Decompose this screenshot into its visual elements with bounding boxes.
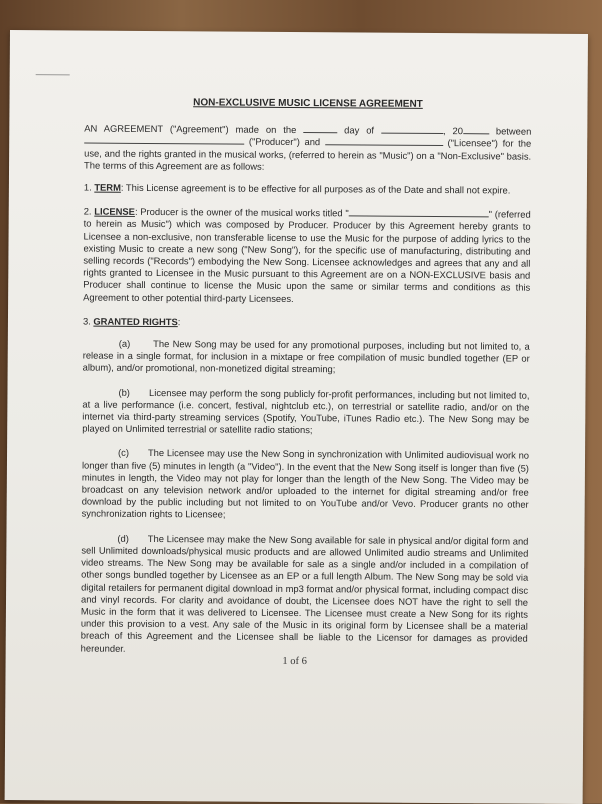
intro-text-5: ("Producer") and — [248, 136, 321, 148]
intro-text-2: day of — [344, 124, 375, 136]
intro-text-7: for the use, and the rights granted in the musical works, (referred to herein as "Music") on a "Non-Exclusive" basis. The terms of this Agreement are as follows: — [84, 137, 532, 172]
month-blank — [381, 125, 443, 134]
term-section — [84, 182, 531, 197]
intro-text-3: , 20 — [442, 125, 464, 137]
granted-item-text: The Licensee may use the New Song in synchronization with Unlimited audiovisual work no longer than five (5) minutes in length (a "Video"). In the event that the New Song itself is longer than five (5) minutes in length, the Video may not play for longer than the length of the New Song. The Video may be broadcast on any television network and/or uploaded to the internet for digital streaming and/or free download by the public including but not limited to on YouTube and/or Vevo. Producer grants no other synchronization rights to Licensee; — [81, 447, 530, 521]
title-blank — [349, 208, 489, 218]
granted-item-text: Licensee may perform the song publicly for-profit performances, including but not limited to, at a live performance (i.e. concert, festival, nightclub etc.), on terrestrial or satellite radio, and/or on the internet via third-party streaming services (Spotify, YouTube, iTunes Radio etc.). The New Song may be played on Unlimited terrestrial or satellite radio stations; — [82, 386, 530, 436]
license-heading: LICENSE — [94, 205, 136, 218]
intro-text-4: between — [495, 125, 532, 137]
granted-number: 3. — [82, 315, 91, 327]
granted-item-label: (b) — [118, 386, 130, 398]
granted-item-label: (a) — [118, 337, 131, 349]
document-body — [81, 97, 532, 670]
term-heading: TERM — [94, 181, 121, 193]
term-text: : This License agreement is to be effective for all purposes as of the Date and shall not expire. — [120, 181, 511, 196]
intro-paragraph — [84, 123, 531, 175]
intro-text-6: ("Licensee") — [447, 137, 498, 149]
licensee-blank — [325, 137, 443, 147]
producer-blank — [84, 135, 244, 145]
granted-item-text: The New Song may be used for any promotional purposes, including but not limited to, a release in a single format, for inclusion in a mixtape or free compilation of music bundled together (EP or album), and/or promotional, non-monetized digital streaming; — [82, 338, 530, 375]
granted-item-text: The Licensee may make the New Song available for sale in physical and/or digital form and sell Unlimited downloads/physical music products and are allowed Unlimited audio streams and Unlimited video streams. The New Song may be available for sale as a single and/or included in a compilation of other songs bundled together by Licensee as an EP or a full length Album. The New Song may be sold via digital retailers for permanent digital download in mp3 format and/or physical format, including compact disc and vinyl records. For clarity and avoidance of doubt, the Licensee does NOT have the right to sell the Music in the form that it was delivered to Licensee. The Licensee must create a New Song for its rights under this provision to a vest. Any sale of the Music in its original form by Licensee shall be a material breach of this Agreement and the Licensee shall be liable to the Licensor for damages as provided hereunder. — [80, 532, 529, 654]
license-text-a: : Producer is the owner of the musical works titled " — [134, 206, 349, 219]
granted-heading-line — [83, 315, 530, 330]
granted-item — [83, 338, 530, 378]
granted-colon: : — [177, 316, 181, 328]
day-blank — [303, 124, 337, 133]
granted-item — [82, 447, 530, 523]
page-number: 1 of 6 — [282, 655, 307, 668]
granted-item — [81, 532, 529, 657]
granted-item — [82, 386, 529, 438]
document-page — [5, 30, 588, 804]
license-text-b: " (referred to herein as Music") which was composed by Producer. Producer by this Agreement hereby grants to Licensee a non-exclusive, non transferable license to use the Music for the purpose of adding lyrics to the existing Music to create a new song ("New Song"), for the specific use of manufacturing, distributing and selling records ("Records") embodying the New Song. Licensee acknowledges and agrees that any and all rights granted to Licensee in the Music pursuant to this Agreement are on a NON-EXCLUSIVE basis and Producer shall continue to license the Music upon the same or similar terms and conditions as this Agreement to other potential third-party Licensees. — [83, 208, 531, 304]
pen-mark — [36, 74, 70, 75]
intro-text-1: AN AGREEMENT ("Agreement") made on the — [84, 122, 297, 136]
granted-item-label: (c) — [118, 447, 130, 459]
term-number: 1. — [83, 181, 92, 193]
granted-heading: GRANTED RIGHTS — [93, 315, 178, 328]
year-blank — [463, 125, 489, 134]
document-title: NON-EXCLUSIVE MUSIC LICENSE AGREEMENT — [193, 97, 423, 110]
license-number: 2. — [83, 205, 92, 217]
granted-item-label: (d) — [117, 532, 129, 544]
license-section — [83, 206, 531, 307]
